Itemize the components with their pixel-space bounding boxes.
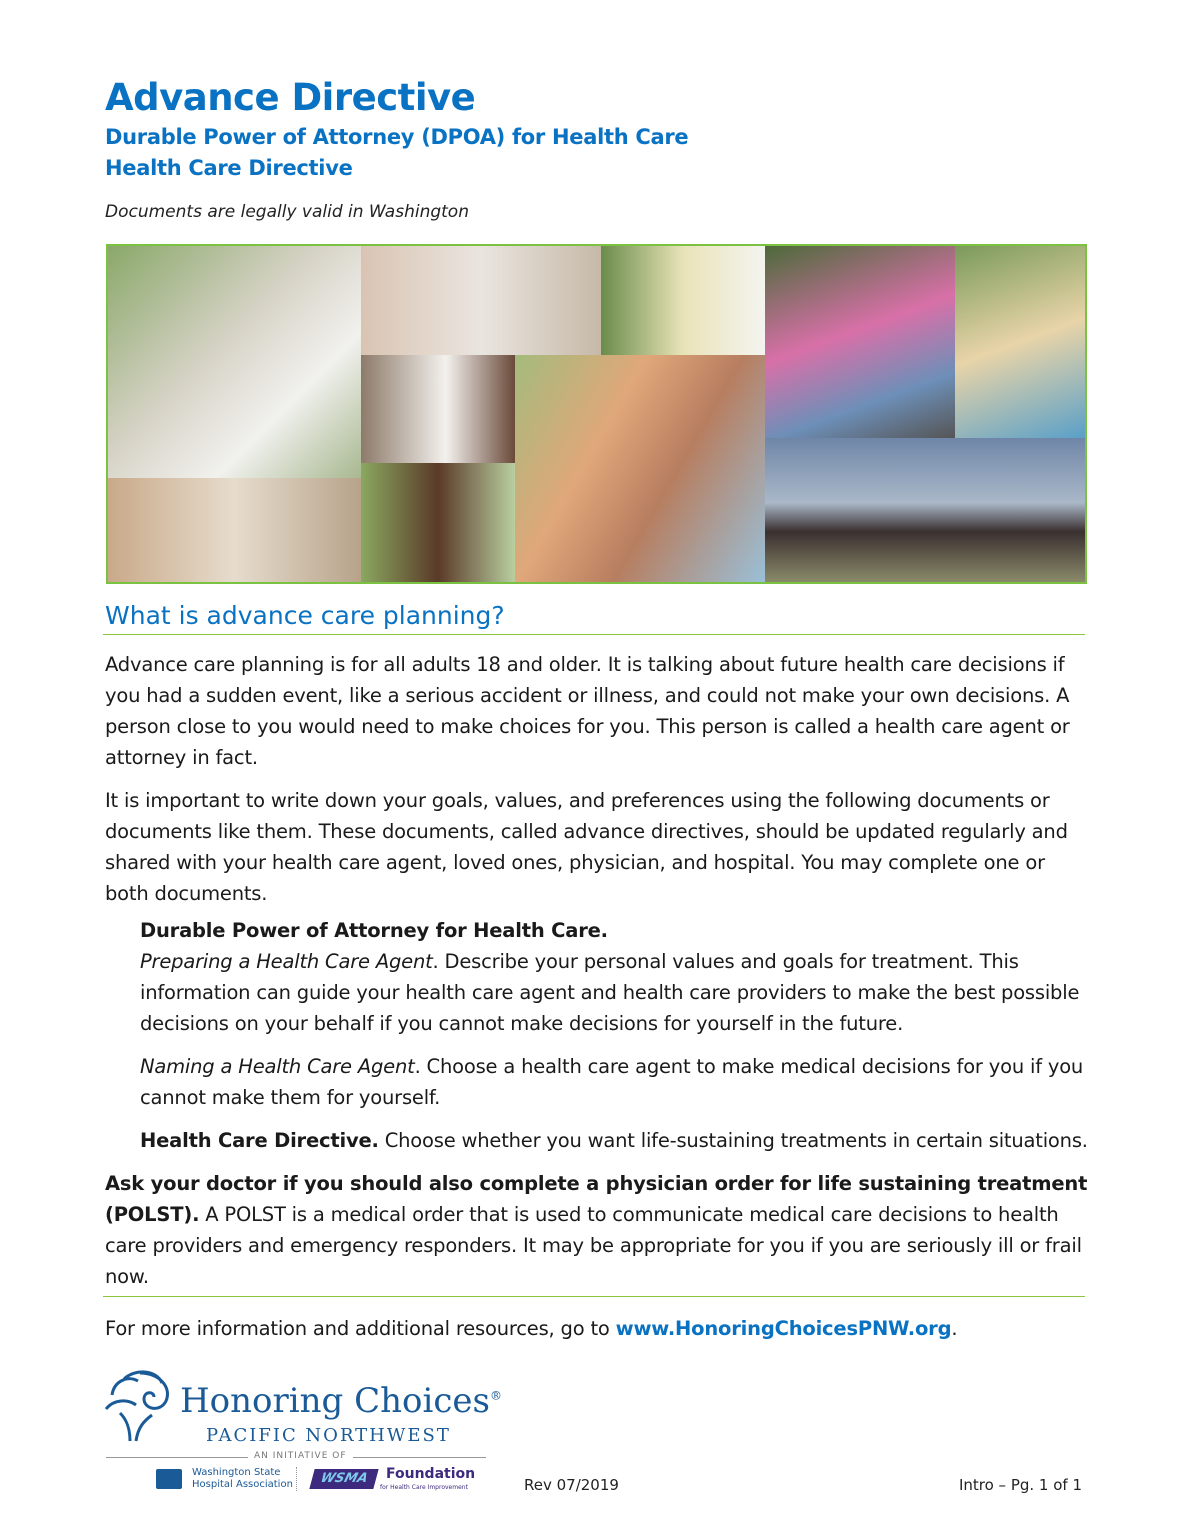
wsha-line1: Washington State [192,1467,281,1478]
photo-asian-family [361,246,601,355]
preparing-agent-title: Preparing a Health Care Agent [140,950,433,973]
foundation-label: Foundation [386,1466,476,1482]
logo-name: Honoring Choices [180,1381,490,1421]
photo-hispanic-couple [515,355,765,582]
body-text [105,649,1090,1304]
naming-agent-title: Naming a Health Care Agent [140,1055,415,1078]
polst-bold: Ask your doctor if you should also complete a physician order for life sustaining treatment (POLST). [105,1172,1088,1226]
more-info-text: For more information and additional resources, go to [105,1317,616,1340]
polst-text: A POLST is a medical order that is used to communicate medical care decisions to health care providers and emergency responders. It may be appropriate for you if you are seriously ill or frail now. [105,1203,1082,1288]
photo-african-couple [361,463,515,582]
legal-note: Documents are legally valid in Washington [105,202,469,222]
paragraph-intro: Advance care planning is for all adults 18 and older. It is talking about future health care decisions if you had a sudden event, like a serious accident or illness, and could not make your own decisions. A person close to you would need to make choices for you. This person is called a health care agent or attorney in fact. [105,653,1070,769]
logo-region: PACIFIC NORTHWEST [206,1425,451,1446]
wsma-logo: WSMA [309,1469,378,1489]
photo-collage [106,244,1087,584]
wsha-line2: Hospital Association [192,1479,293,1490]
wsha-icon [156,1469,182,1489]
preparing-agent-text: . Describe your personal values and goals for treatment. This information can guide your health care agent and health care providers to make the best possible decisions on your behalf if you cannot make decisions for yourself in the future. [140,950,1080,1035]
photo-cyclists [765,246,955,438]
foundation-sub: for Health Care Improvement [380,1484,468,1491]
subtitle-hcd: Health Care Directive [105,156,353,180]
website-link[interactable]: www.HonoringChoicesPNW.org [615,1317,952,1340]
photo-family-outdoors [765,438,1085,582]
naming-agent-text: . Choose a health care agent to make medical decisions for you if you cannot make them for yourself. [140,1055,1084,1109]
section-heading: What is advance care planning? [105,601,505,630]
tree-swirl-icon [104,1365,176,1445]
subtitle-dpoa: Durable Power of Attorney (DPOA) for Health Care [105,125,689,149]
photo-grandfather-boy [955,246,1085,438]
dpoa-title: Durable Power of Attorney for Health Care. [140,919,608,942]
honoring-choices-logo [104,1365,504,1500]
divider [103,634,1085,635]
page-number: Intro – Pg. 1 of 1 [958,1476,1082,1494]
photo-father-daughter [361,355,515,463]
page-title: Advance Directive [105,76,476,119]
divider [103,1296,1085,1297]
photo-men [601,246,765,355]
photo-seniors-women [108,478,361,582]
hcd-text: Choose whether you want life-sustaining treatments in certain situations. [378,1129,1088,1152]
period: . [951,1317,958,1340]
logo-separator [296,1467,297,1491]
registered-mark: ® [489,1388,502,1403]
more-info [105,1313,1090,1344]
paragraph-documents: It is important to write down your goals, values, and preferences using the following documents or documents like them. These documents, called advance directives, should be updated regularly and shared with your health care agent, loved ones, physician, and hospital. You may complete one or both documents. [105,789,1068,905]
initiative-label: AN INITIATIVE OF [248,1451,353,1461]
photo-couple [108,246,361,478]
hcd-title: Health Care Directive. [140,1129,379,1152]
revision-date: Rev 07/2019 [524,1476,619,1494]
